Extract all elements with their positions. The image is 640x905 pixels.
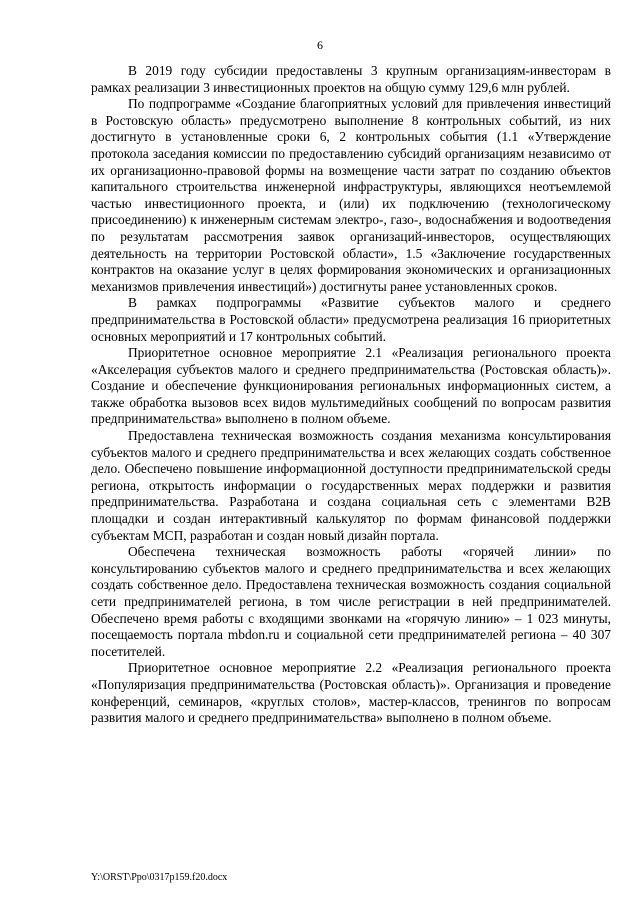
page-number: 6 xyxy=(317,38,323,52)
paragraph: Приоритетное основное мероприятие 2.2 «Реализация регионального проекта «Популяризация предпринимательства (Ростовская область)». Организация и проведение конференций, семинаров, «круглых столов», мастер-классов, тренингов по вопросам развития малого и среднего предпринимательства» выполнено в полном объеме. xyxy=(91,660,611,726)
paragraph: Предоставлена техническая возможность создания механизма консультирования субъектов малого и среднего предпринимательства и всех желающих создать собственное дело. Обеспечено повышение информационной доступности предпринимательской среды региона, открытость информации о государственных мерах поддержки и развития предпринимательства. Разработана и создана социальная сеть с элементами B2B площадки и создан интерактивный калькулятор по формам финансовой поддержки субъектам МСП, разработан и создан новый дизайн портала. xyxy=(91,428,611,543)
paragraph: Приоритетное основное мероприятие 2.1 «Реализация регионального проекта «Акселерация субъектов малого и среднего предпринимательства (Ростовская область)». Создание и обеспечение функционирования региональных информационных систем, а также обработка вызовов всех видов мультимедийных сообщений по вопросам развития предпринимательства» выполнено в полном объеме. xyxy=(91,345,611,427)
paragraph: В рамках подпрограммы «Развитие субъектов малого и среднего предпринимательства в Ростовской области» предусмотрена реализация 16 приоритетных основных мероприятий и 17 контрольных событий. xyxy=(91,295,611,344)
paragraph: По подпрограмме «Создание благоприятных условий для привлечения инвестиций в Ростовскую область» предусмотрено выполнение 8 контрольных событий, из них достигнуто в установленные сроки 6, 2 контрольных события (1.1 «Утверждение протокола заседания комиссии по предоставлению субсидий организациям независимо от их организационно-правовой формы на возмещение части затрат по созданию объектов капитального строительства инженерной инфраструктуры, являющихся неотъемлемой частью инвестиционного проекта, и (или) их подключению (технологическому присоединению) к инженерным системам электро-, газо-, водоснабжения и водоотведения по результатам рассмотрения заявок организаций-инвесторов, осуществляющих деятельность на территории Ростовской области», 1.5 «Заключение государственных контрактов на оказание услуг в целях формирования экономических и организационных механизмов привлечения инвестиций») достигнуты ранее установленных сроков. xyxy=(91,96,611,294)
paragraph: Обеспечена техническая возможность работы «горячей линии» по консультированию субъектов малого и среднего предпринимательства и всех желающих создать собственное дело. Предоставлена техническая возможность создания социальной сети предпринимателей региона, в том числе регистрации в ней предпринимателей. Обеспечено время работы с входящими звонками на «горячую линию» – 1 023 минуты, посещаемость портала mbdon.ru и социальной сети предпринимателей региона – 40 307 посетителей. xyxy=(91,544,611,659)
file-path-footer: Y:\ORST\Ppo\0317p159.f20.docx xyxy=(91,872,228,883)
document-body xyxy=(91,63,611,727)
paragraph: В 2019 году субсидии предоставлены 3 крупным организациям-инвесторам в рамках реализации 3 инвестиционных проектов на общую сумму 129,6 млн рублей. xyxy=(91,63,611,95)
